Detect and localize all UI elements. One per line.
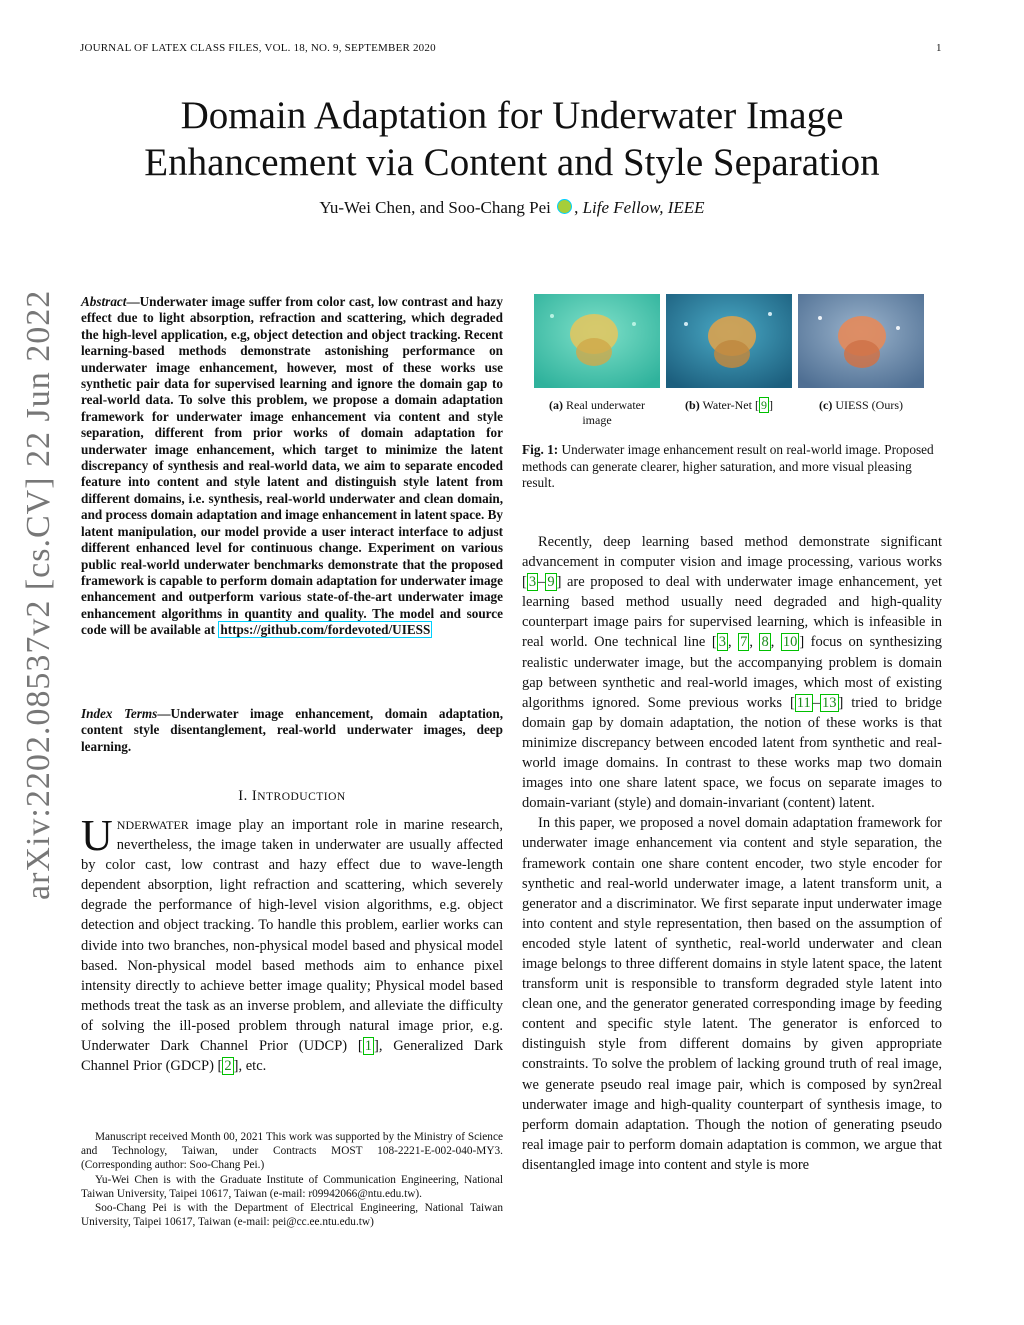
index-terms xyxy=(81,706,503,755)
citation-range-dash: – xyxy=(538,574,546,591)
jellyfish-illustration-b xyxy=(666,294,792,388)
citation-link[interactable]: 3 xyxy=(718,634,726,651)
subcaption-a-label: (a) xyxy=(549,398,564,412)
section-numeral: I. xyxy=(238,788,252,804)
jellyfish-illustration-a xyxy=(534,294,660,388)
citation-link[interactable]: 11 xyxy=(796,694,811,711)
footnotes xyxy=(81,1130,503,1229)
author-affiliation: Life Fellow, IEEE xyxy=(582,198,705,217)
citation-link[interactable]: 9 xyxy=(760,398,767,412)
figure-image-uiess xyxy=(798,294,924,388)
subcaption-a xyxy=(533,398,661,428)
index-terms-lead: Index Terms xyxy=(81,706,158,721)
figure-caption-label: Fig. 1: xyxy=(522,442,559,457)
citation-link[interactable]: 3 xyxy=(528,574,537,591)
right-column-text xyxy=(522,532,942,1175)
intro-text-a: image play an important role in marine research, nevertheless, the image taken in underwater are usually affected by color cast, low contrast and hazy effect due to wave-length dependent absorption, light refraction and scattering, which severely degrade the performance of high-level vision algorithms, e.g. object detection and object tracking. To handle this problem, earlier works can divide into two branches, non-physical model based and physical model based. Non-physical model based methods aim to enhance pixel intensity directly to achieve better image quality; Physical model based methods treat the task as an inverse problem, and alleviate the difficulty of solving the ill-posed problem through natural image prior, e.g. Underwater Dark Channel Prior (UDCP) xyxy=(81,817,503,1055)
title-line-1: Domain Adaptation for Underwater Image xyxy=(180,94,844,137)
source-code-link[interactable]: https://github.com/fordevoted/UIESS xyxy=(220,622,431,638)
page-number: 1 xyxy=(936,42,942,54)
subcaption-c xyxy=(797,398,925,413)
section-first-letter: I xyxy=(251,788,258,804)
figure-caption xyxy=(522,442,942,492)
intro-first-word: NDERWATER xyxy=(116,818,189,832)
figure-caption-text: Underwater image enhancement result on real-world image. Proposed methods can generate clearer, higher saturation, and more visual pleasing result. xyxy=(522,442,934,490)
subcaption-b-label: (b) xyxy=(685,398,700,412)
footnote-author-1: Yu-Wei Chen is with the Graduate Institute of Communication Engineering, National Taiwan University, Taipei 10617, Taiwan (e-mail: r09942066@ntu.edu.tw). xyxy=(81,1173,503,1200)
footnote-author-2: Soo-Chang Pei is with the Department of Electrical Engineering, National Taiwan University, Taipei 10617, Taiwan (e-mail: pei@cc.ee.ntu.edu.tw) xyxy=(81,1202,503,1229)
text-span: tried to bridge domain gap by domain adaptation, the notion of these works is that minimize discrepancy between encoded latent from synthetic and real-world image domains. In contrast to these works map two domain images into one share latent space, we focus on separate images to domain-variant (style) and domain-invariant (content) latent. xyxy=(522,694,942,812)
drop-cap: U xyxy=(81,811,113,860)
subcaption-a-text: Real underwater image xyxy=(566,398,645,427)
citation-link[interactable]: 13 xyxy=(822,694,837,711)
subcaption-b: (b) Water-Net [ 9 ] xyxy=(685,398,773,412)
intro-text-b: , Generalized Dark Channel Prior (GDCP) xyxy=(81,1038,503,1075)
introduction-paragraph: UNDERWATER image play an important role in marine research, nevertheless, the image taken in underwater are usually affected by color cast, low contrast and hazy effect due to wave-length dependent absorption, light refraction and scattering, which severely degrade the performance of high-level vision algorithms, e.g. object detection and object tracking. To handle this problem, earlier works can divide into two branches, non-physical model based and physical model based. Non-physical model based methods aim to enhance pixel intensity directly to achieve better image quality; Physical model based methods treat the task as an inverse problem, and alleviate the difficulty of solving the ill-posed problem through natural image prior, e.g. Underwater Dark Channel Prior (UDCP) [ 1 ], Generalized Dark Channel Prior (GDCP) [ 2 ], etc. xyxy=(81,811,503,1075)
abstract-lead: Abstract xyxy=(81,294,127,309)
paragraph-in-this-paper: In this paper, we proposed a novel domain adaptation framework for underwater image enhancement via content and style separation, the framework contain one share content encoder, two style encoder for synthetic and real-world underwater image, a latent transform unit, a generator and a discriminator. We first separate input underwater image into content and style representation, then based on the assumption of encoded style latent of synthetic, real-world underwater and clean image belongs to three different domains in style latent space, the latent transform unit is responsible to transform degraded style latent into clean one, and the generator generated corresponding image by feeding content and specific style latent. The generator is enforced to distinguish style from different domains by given appropriate constraints. To solve the problem of lacking ground truth of real image, we generate pseudo real image pair, which is composed by syn2real underwater image and high-quality counterpart of synthesis image, to perform domain adaptation. Though the notion of generating pseudo real image pair to perform domain adaptation is common, we argue that disentangled image into content and style is more xyxy=(522,815,942,1173)
figure-image-real-underwater xyxy=(534,294,660,388)
text-span: focus on synthesizing realistic underwater image, but the accompanying problem is domain gap between synthetic and real-world images, which most of existing algorithms ignored. Some previous works xyxy=(522,634,943,711)
text-span: are proposed to deal with underwater image enhancement, yet learning based method usually need degraded and high-quality counterpart image pairs for supervised learning, which is infeasible in real world. One technical line xyxy=(522,574,942,651)
citation-link[interactable]: 8 xyxy=(761,634,769,651)
citation-link[interactable]: 9 xyxy=(547,574,555,591)
subcaption-c-label: (c) xyxy=(819,398,833,412)
abstract-body: —Underwater image suffer from color cast, low contrast and hazy effect due to light absorption, refraction and scattering, which degraded the high-level application, e.g, object detection and object tracking. Recent learning-based methods demonstrate astonishing performance on underwater image enhancement, however, most of these works use synthetic pair data for supervised learning and ignore the domain gap to real-world data. To solve this problem, we propose a domain adaptation framework for underwater image enhancement via content and style separation, different from prior works of domain adaptation for underwater image enhancement, which target to minimize the latent discrepancy of synthesis and real-world data, we aim to separate encoded feature into content and style latent and distinguish style latent from different domains, i.e. synthesis, real-world underwater and clean domain, and process domain adaptation and image enhancement in latent space. By latent manipulation, our model provide a user interact interface to adjust different enhanced level for continuous change. Experiment on various public real-world underwater benchmarks demonstrate that the proposed framework is capable to perform domain adaptation for underwater image enhancement and outperform various state-of-the-art underwater image enhancement algorithms in quantity and quality. The model and source code will be available at xyxy=(81,294,503,638)
citation-link[interactable]: 10 xyxy=(782,634,798,651)
citation-link[interactable]: 2 xyxy=(224,1058,232,1075)
orcid-icon[interactable] xyxy=(557,199,572,214)
paragraph-recently: Recently, deep learning based method demonstrate significant advancement in computer vision and image processing, various works [ 3 – 9 ] are proposed to deal with underwater image enhancement, yet learning based method usually need degraded and high-quality counterpart image pairs for supervised learning, which is infeasible in real world. One technical line [ 3 , 7 , 8 , 10 ] focus on synthesizing realistic underwater image, but the accompanying problem is domain gap between synthetic and real-world images, which most of existing algorithms ignored. Some previous works [ 11 – 13 ] tried to bridge domain gap by domain adaptation, the notion of these works is that minimize discrepancy between encoded latent from synthetic and real-world image domains. In contrast to these works map two domain images into one share latent space, we focus on separate images to domain-variant (style) and domain-invariant (content) latent. xyxy=(522,534,943,812)
section-rest: NTRODUCTION xyxy=(257,791,346,803)
citation-link[interactable]: 1 xyxy=(364,1038,372,1055)
text-span: Recently, deep learning based method demonstrate significant advancement in computer vision and image processing, various works xyxy=(522,534,942,571)
jellyfish-illustration-c xyxy=(798,294,924,388)
section-heading-introduction xyxy=(81,788,503,805)
running-header: JOURNAL OF LATEX CLASS FILES, VOL. 18, NO. 9, SEPTEMBER 2020 xyxy=(80,42,436,54)
footnote-manuscript: Manuscript received Month 00, 2021 This work was supported by the Ministry of Science and Technology, Taiwan, under Contracts MOST 108-2221-E-002-040-MY3. (Corresponding author: Soo-Chang Pei.) xyxy=(81,1131,503,1172)
citation-link[interactable]: 7 xyxy=(740,634,748,651)
subcaption-c-text: UIESS (Ours) xyxy=(835,398,903,412)
index-terms-body: —Underwater image enhancement, domain adaptation, content style disentanglement, real-world underwater images, deep learning. xyxy=(81,706,503,754)
author-names: Yu-Wei Chen, and Soo-Chang Pei xyxy=(319,198,551,217)
title-line-2: Enhancement via Content and Style Separation xyxy=(144,141,880,184)
intro-text-c: , etc. xyxy=(238,1058,267,1075)
figure-image-water-net xyxy=(666,294,792,388)
subcaption-b-text: Water-Net xyxy=(702,398,755,412)
author-line: Yu-Wei Chen, and Soo-Chang Pei , Life Fellow, IEEE xyxy=(319,198,705,217)
arxiv-identifier: arXiv:2202.08537v2 [cs.CV] 22 Jun 2022 xyxy=(20,289,57,900)
abstract xyxy=(81,294,503,639)
paper-title xyxy=(100,92,924,186)
